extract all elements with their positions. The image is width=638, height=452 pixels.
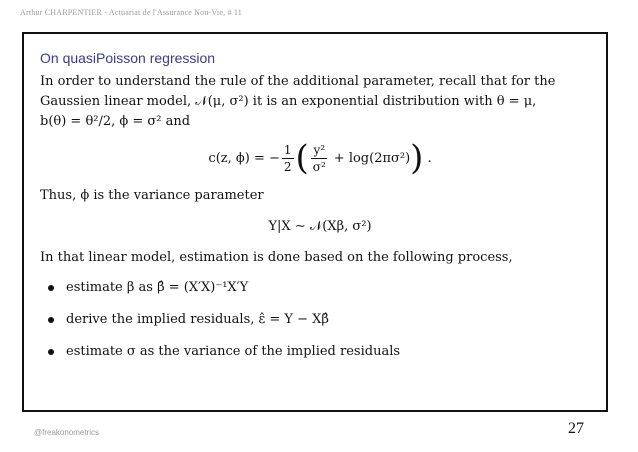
bullet-text: estimate β as β̂ = (X′X)⁻¹X′Y xyxy=(66,280,249,295)
eq1-fraction-y2-sigma2 xyxy=(311,143,328,174)
slide-content xyxy=(40,40,600,374)
bullet-icon xyxy=(48,317,54,323)
bullet-list xyxy=(40,278,600,362)
slide-title: On quasiPoisson regression xyxy=(40,50,216,66)
list-item xyxy=(40,342,600,362)
list-item xyxy=(40,278,600,298)
eq1-fraction-half xyxy=(282,143,294,174)
eq1-paren-open: ( xyxy=(295,138,309,178)
equation-model: Y|X ∼ 𝒩(Xβ, σ²) xyxy=(268,218,372,234)
slide-header: Arthur CHARPENTIER - Actuariat de l'Assurance Non-Vie, # 11 xyxy=(20,8,242,17)
bullet-icon xyxy=(48,349,54,355)
eq1-frac2-numerator: y² xyxy=(313,142,326,157)
eq1-end: . xyxy=(427,150,432,166)
eq1-rest: + log(2πσ²) xyxy=(333,150,411,166)
process-line: In that linear model, estimation is done based on the following process, xyxy=(40,250,513,265)
eq1-frac1-denominator: 2 xyxy=(283,159,292,174)
bullet-icon xyxy=(48,285,54,291)
equation-c-z-phi xyxy=(40,134,600,182)
list-item xyxy=(40,310,600,330)
thus-line: Thus, ϕ is the variance parameter xyxy=(40,188,264,203)
eq1-frac2-denominator: σ² xyxy=(312,159,326,174)
bullet-text: estimate σ as the variance of the implied residuals xyxy=(66,344,401,359)
bullet-text: derive the implied residuals, ε̂ = Y − Xβ̂ xyxy=(66,312,329,327)
intro-line-1: In order to understand the rule of the additional parameter, recall that for the xyxy=(40,74,556,89)
eq1-lhs: c(z, ϕ) = − xyxy=(208,150,280,166)
footer-handle: @freakonometrics xyxy=(34,428,100,437)
eq1-frac1-numerator: 1 xyxy=(283,142,292,157)
page-number: 27 xyxy=(568,420,584,437)
intro-line-3: b(θ) = θ²/2, ϕ = σ² and xyxy=(40,114,191,129)
intro-line-2: Gaussien linear model, 𝒩(μ, σ²) it is an exponential distribution with θ = μ, xyxy=(40,94,537,109)
eq1-paren-close: ) xyxy=(410,138,424,178)
